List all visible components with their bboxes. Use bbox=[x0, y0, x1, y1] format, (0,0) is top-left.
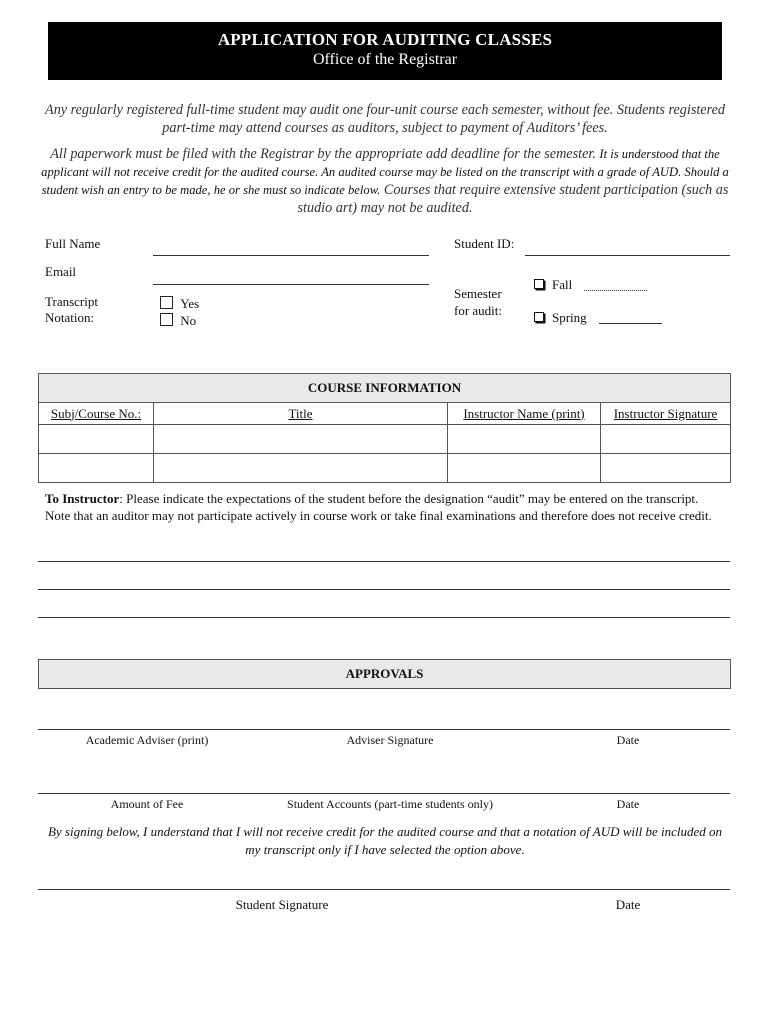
no-checkbox[interactable] bbox=[160, 313, 173, 326]
course-information-heading: COURSE INFORMATION bbox=[39, 374, 731, 403]
academic-adviser-label: Academic Adviser (print) bbox=[85, 733, 209, 747]
col-course-no: Subj/Course No.: bbox=[39, 403, 154, 425]
transcript-notation-label: Transcript Notation: bbox=[45, 294, 98, 325]
course-table-heading-row bbox=[39, 374, 731, 403]
student-date-label: Date bbox=[615, 897, 641, 912]
approvals-heading: APPROVALS bbox=[38, 659, 731, 689]
email-field[interactable] bbox=[153, 284, 429, 285]
col-instructor-name: Instructor Name (print) bbox=[448, 403, 601, 425]
instructor-signature-cell[interactable] bbox=[601, 454, 731, 483]
spring-label: Spring bbox=[552, 310, 587, 325]
adviser-signature-line[interactable] bbox=[38, 729, 730, 730]
table-row bbox=[39, 454, 731, 483]
fall-label: Fall bbox=[552, 277, 573, 292]
fall-checkbox[interactable] bbox=[534, 279, 544, 289]
instructor-expectation-line-3[interactable] bbox=[38, 617, 730, 618]
student-acknowledgement: By signing below, I understand that I will not receive credit for the audited course and that a notation of AUD will be included on my transcript only if I have selected the option above. bbox=[47, 824, 723, 857]
form-title: APPLICATION FOR AUDITING CLASSES bbox=[217, 30, 553, 49]
fall-option[interactable] bbox=[534, 277, 572, 293]
amount-of-fee-label: Amount of Fee bbox=[110, 797, 184, 811]
intro-restriction-text: Courses that require extensive student participation (such as studio art) may not be audited. bbox=[297, 182, 729, 216]
yes-label: Yes bbox=[180, 296, 200, 311]
student-signature-line[interactable] bbox=[38, 889, 730, 890]
fall-year-field[interactable] bbox=[584, 290, 647, 291]
fee-signature-line[interactable] bbox=[38, 793, 730, 794]
adviser-date-label: Date bbox=[616, 733, 640, 747]
spring-option[interactable] bbox=[534, 310, 587, 326]
fee-date-label: Date bbox=[616, 797, 640, 811]
instructor-name-cell[interactable] bbox=[448, 425, 601, 454]
col-instructor-signature: Instructor Signature bbox=[601, 403, 731, 425]
intro-deadline-text: All paperwork must be filed with the Registrar by the appropriate add deadline for the semester. bbox=[50, 146, 596, 162]
instructor-note bbox=[45, 490, 725, 524]
instructor-signature-cell[interactable] bbox=[601, 425, 731, 454]
intro-credit-text: It is understood that the applicant will not receive credit for the audited course. An audited course may be listed on the transcript with a grade of AUD. Should a student wish an entry to be made, he or she must so indicate below. bbox=[41, 147, 729, 197]
intro-paragraph-2 bbox=[40, 145, 730, 217]
adviser-signature-label: Adviser Signature bbox=[346, 733, 434, 747]
spring-year-field[interactable] bbox=[599, 323, 662, 324]
email-label: Email bbox=[45, 264, 77, 279]
instructor-expectation-line-1[interactable] bbox=[38, 561, 730, 562]
instructor-note-label: To Instructor bbox=[45, 491, 120, 506]
spring-checkbox[interactable] bbox=[534, 312, 544, 322]
course-table-header-row bbox=[39, 403, 731, 425]
instructor-name-cell[interactable] bbox=[448, 454, 601, 483]
instructor-expectation-line-2[interactable] bbox=[38, 589, 730, 590]
full-name-field[interactable] bbox=[153, 255, 429, 256]
course-no-cell[interactable] bbox=[39, 425, 154, 454]
form-subtitle: Office of the Registrar bbox=[312, 51, 458, 68]
student-id-field[interactable] bbox=[525, 255, 730, 256]
intro-paragraph-1: Any regularly registered full-time student may audit one four-unit course each semester, without fee. Students registered part-time may attend courses as auditors, subject to payment of Auditors’ fees. bbox=[45, 102, 725, 136]
table-row bbox=[39, 425, 731, 454]
semester-for-audit-label: Semester for audit: bbox=[454, 286, 503, 318]
transcript-no-option[interactable] bbox=[160, 313, 196, 329]
full-name-label: Full Name bbox=[45, 236, 101, 251]
student-id-label: Student ID: bbox=[454, 236, 515, 251]
course-no-cell[interactable] bbox=[39, 454, 154, 483]
course-information-table bbox=[38, 373, 731, 483]
form-header bbox=[48, 22, 722, 80]
student-accounts-label: Student Accounts (part-time students only) bbox=[287, 797, 493, 811]
student-signature-label: Student Signature bbox=[235, 897, 329, 912]
yes-checkbox[interactable] bbox=[160, 296, 173, 309]
no-label: No bbox=[180, 313, 197, 328]
transcript-yes-option[interactable] bbox=[160, 296, 199, 312]
title-cell[interactable] bbox=[154, 454, 448, 483]
instructor-note-text: : Please indicate the expectations of the student before the designation “audit” may be entered on the transcript. Note that an auditor may not participate actively in course work or take final examinations and therefore does not receive credit. bbox=[45, 491, 712, 523]
title-cell[interactable] bbox=[154, 425, 448, 454]
col-title: Title bbox=[154, 403, 448, 425]
